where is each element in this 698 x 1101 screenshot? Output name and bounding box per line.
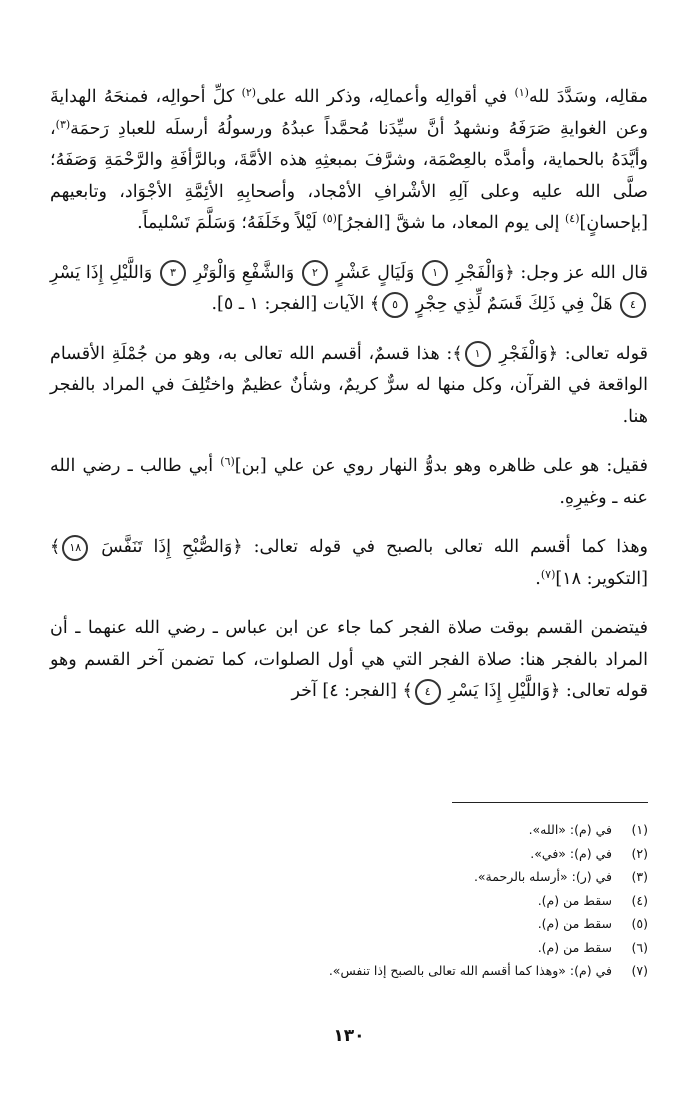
footnotes-list — [50, 818, 648, 983]
text-run: هَلْ فِي ذَلِكَ قَسَمٌ لِّذِي حِجْرٍ — [410, 294, 618, 314]
text-run: ﴾ [التكوير: ١٨] — [50, 537, 648, 589]
text-run: أبي طالب ـ رضي الله عنه ـ وغيرِهِ. — [50, 456, 648, 508]
footnote-reference: (٦) — [220, 455, 235, 468]
footnote-divider — [452, 802, 648, 803]
paragraph — [50, 451, 648, 514]
footnote-reference: (٢) — [241, 86, 257, 99]
footnote-item — [50, 889, 648, 913]
text-run: قال الله عز وجل: ﴿وَالْفَجْرِ — [450, 262, 648, 283]
footnote-number: (٢) — [631, 845, 648, 861]
ayah-number-marker: ١٨ — [62, 535, 88, 561]
footnote-number: (٣) — [631, 869, 648, 884]
page-body — [50, 82, 648, 708]
text-run: . — [535, 568, 541, 589]
text-run: ﴾ [الفجر: ٤] آخر — [291, 681, 413, 701]
ayah-number-marker: ٤ — [620, 292, 646, 318]
paragraph — [50, 613, 648, 708]
paragraph — [50, 258, 648, 321]
paragraph — [50, 532, 648, 595]
footnote-text: في (ر): «أرسله بالرحمة». — [473, 869, 612, 884]
text-run: لَيْلاً وخَلَفَهُ؛ وَسَلَّمَ تَسْليماً. — [137, 213, 323, 233]
text-run: ، وأيَّدَهُ بالحماية، وأمدَّه بالعِصْمَة، وشرَّفَ بمبعثِهِ هذه الأمَّةَ، وبالرَّأفَةِ والرَّحْمَةِ وَصَفَهُ؛ صلَّى الله عليه وعلى آلِهِ الأشْرافِ الأمْجاد، وأصحابِهِ الأئِمَّةِ الأجْوَاد، وتابعيهم [بإحسانٍ] — [50, 118, 648, 233]
footnote-number: (٦) — [631, 939, 648, 955]
text-run: وَاللَّيْلِ إِذَا يَسْرِ — [50, 262, 158, 283]
footnote-text: سقط من (م). — [537, 916, 612, 931]
ayah-number-marker: ٥ — [382, 292, 408, 318]
footnote-reference: (٣) — [55, 117, 71, 131]
page-number: ١٣٠ — [333, 1026, 365, 1046]
text-run: فقيل: هو على ظاهره وهو بدوُّ النهار روي عن علي [بن] — [234, 456, 648, 476]
footnote-number: (٤) — [631, 892, 648, 908]
text-run: قوله تعالى: ﴿وَالْفَجْرِ — [492, 343, 648, 364]
footnote-reference: (٧) — [540, 567, 556, 581]
text-run: فيتضمن القسم بوقت صلاة الفجر كما جاء عن ابن عباس ـ رضي الله عنهما ـ أن المراد بالفجر هنا: صلاة الفجر التي هي أول الصلوات، كما تضمن آخر القسم وهو قوله تعالى: ﴿وَاللَّيْلِ إِذَا يَسْرِ — [50, 618, 648, 701]
footnote-reference: (٥) — [322, 212, 337, 225]
paragraph — [50, 339, 648, 434]
footnote-number: (٧) — [631, 963, 648, 978]
ayah-number-marker: ١ — [422, 260, 448, 286]
footnote-item — [50, 959, 648, 983]
text-run: في أقوالِه وأعمالِه، وذكر الله على — [256, 87, 515, 107]
footnote-item — [50, 865, 648, 889]
text-run: وهذا كما أقسم الله تعالى بالصبح في قوله تعالى: ﴿وَالصُّبْحِ إِذَا تَنَفَّسَ — [90, 537, 648, 557]
footnote-text: في (م): «وهذا كما أقسم الله تعالى بالصبح إذا تنفس». — [328, 963, 612, 978]
text-run: ﴾: هذا قسمٌ، أقسم الله تعالى به، وهو من جُمْلَةِ الأقسام الواقعة في القرآن، وكل منها له سرٌّ كريمٌ، وشأنٌ عظيمٌ واختُلِفَ في المراد بالفجر هنا. — [50, 343, 648, 427]
footnote-number: (٥) — [631, 916, 648, 931]
footnote-item — [50, 818, 648, 842]
footnote-reference: (٤) — [565, 212, 580, 225]
text-run: وَالشَّفْعِ وَالْوَتْرِ — [187, 262, 300, 283]
text-run: كلِّ أحوالِه، فمنحَهُ الهدايةَ وعن الغوايةِ صَرَفَهُ ونشهدُ أنَّ سيِّدَنا مُحمَّداً عبدُهُ ورسولُهُ أرسلَه للعبادِ رَحمَة — [50, 87, 648, 139]
paragraph — [50, 82, 648, 240]
footnote-text: في (م): «الله». — [528, 822, 612, 837]
text-run: وَلَيَالٍ عَشْرٍ — [329, 262, 421, 283]
text-run: مقالِه، وسَدَّدَ لله — [528, 87, 648, 107]
footnote-number: (١) — [631, 822, 648, 837]
ayah-number-marker: ٢ — [302, 260, 328, 286]
footnote-item — [50, 936, 648, 960]
footnote-item — [50, 842, 648, 866]
footnote-item — [50, 912, 648, 936]
ayah-number-marker: ٤ — [415, 679, 441, 705]
footnote-text: سقط من (م). — [537, 939, 612, 955]
footnote-text: سقط من (م). — [537, 892, 612, 908]
footnote-text: في (م): «في». — [530, 845, 612, 861]
ayah-number-marker: ١ — [465, 341, 491, 367]
text-run: إلى يوم المعاد، ما شقَّ [الفجرُ] — [336, 213, 565, 233]
ayah-number-marker: ٣ — [160, 260, 186, 286]
footnote-reference: (١) — [514, 86, 529, 99]
text-run: ﴾ الآيات [الفجر: ١ ـ ٥]. — [211, 294, 381, 314]
